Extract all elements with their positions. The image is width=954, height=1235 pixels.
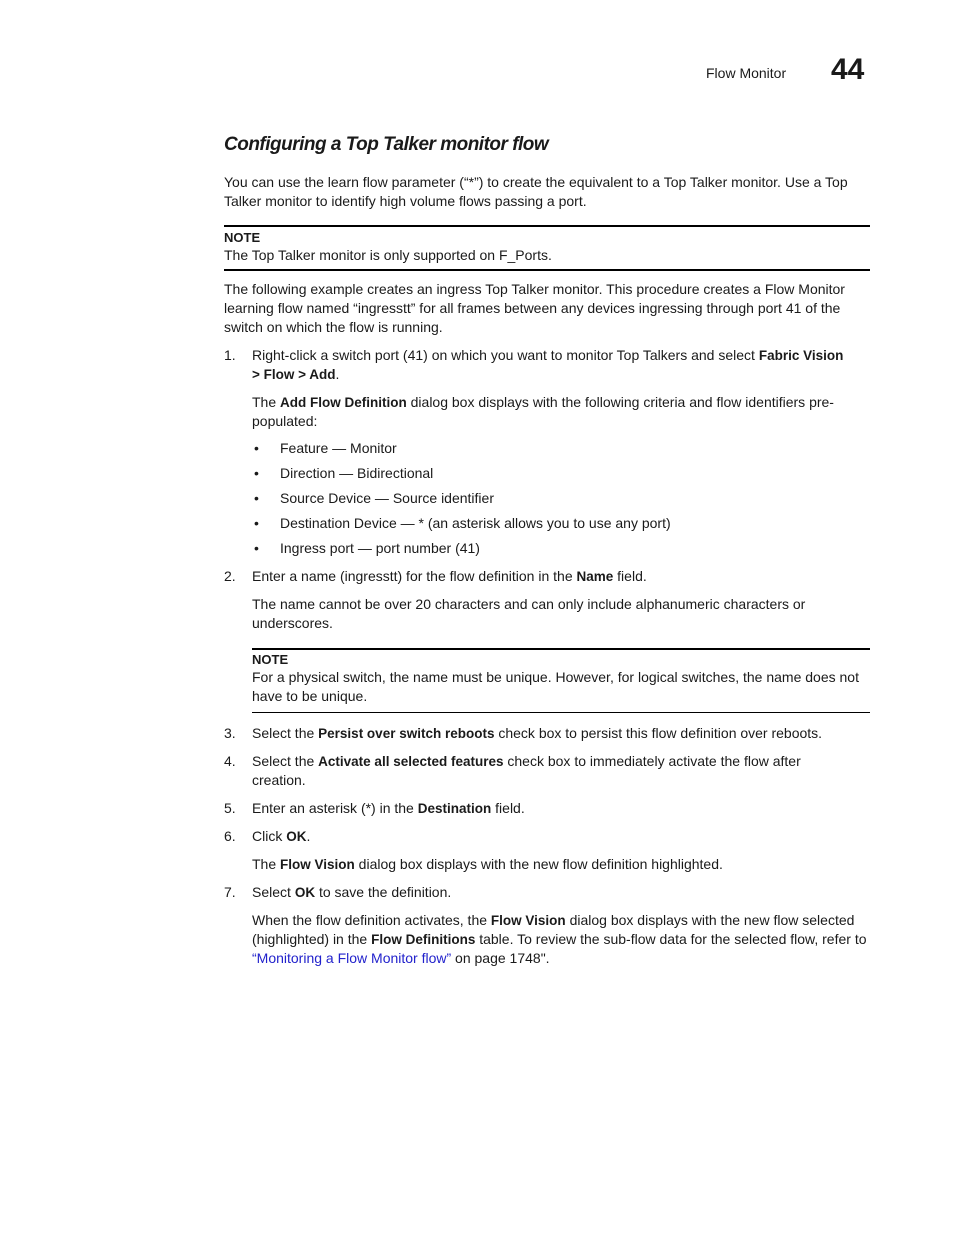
menu-flow-add: > Flow > Add [252, 367, 336, 382]
step-2-detail: The name cannot be over 20 characters and can only include alphanumeric characters or underscores. [252, 596, 806, 631]
note-top-rule [224, 225, 870, 227]
chapter-number: 44 [831, 53, 865, 86]
note-text: The Top Talker monitor is only supported on F_Ports. [224, 247, 552, 263]
step-number: 4. [224, 753, 236, 769]
note-label: NOTE [224, 230, 261, 245]
bullet-glyph: • [254, 490, 259, 506]
step-number: 3. [224, 725, 236, 741]
step-number: 2. [224, 568, 236, 584]
section-heading: Configuring a Top Talker monitor flow [224, 134, 549, 155]
bullet-glyph: • [254, 515, 259, 531]
list-item: Direction — Bidirectional [280, 465, 434, 481]
step-number: 5. [224, 800, 236, 816]
step-4-text: Select the Activate all selected features check box to immediately activate the flow after creation. [252, 753, 801, 788]
note-bottom-rule [224, 269, 870, 271]
bullet-glyph: • [254, 465, 259, 481]
note-top-rule [252, 648, 870, 650]
step-3-text: Select the Persist over switch reboots check box to persist this flow definition over reboots. [252, 725, 823, 741]
step-5-text: Enter an asterisk (*) in the Destination field. [252, 800, 525, 816]
bullet-glyph: • [254, 440, 259, 456]
step-6-result: The Flow Vision dialog box displays with the new flow definition highlighted. [252, 856, 723, 872]
note-text: For a physical switch, the name must be unique. However, for logical switches, the name does not have to be unique. [252, 669, 859, 704]
note-bottom-rule [252, 712, 870, 713]
running-header-section: Flow Monitor [706, 65, 787, 81]
step-2-text: Enter a name (ingresstt) for the flow definition in the Name field. [252, 568, 647, 584]
step-number: 6. [224, 828, 236, 844]
note-label: NOTE [252, 652, 289, 667]
cross-reference-link[interactable]: “Monitoring a Flow Monitor flow” [252, 950, 452, 966]
intro-paragraph: You can use the learn flow parameter (“*”) to create the equivalent to a Top Talker monitor. Use a Top Talker monitor to identify high volume flows passing a port. [224, 174, 848, 209]
bullet-glyph: • [254, 540, 259, 556]
list-item: Feature — Monitor [280, 440, 397, 456]
step-1-result: The Add Flow Definition dialog box displays with the following criteria and flow identifiers pre-populated: [252, 394, 834, 429]
menu-fabric-vision: Fabric Vision [758, 348, 844, 363]
list-item: Ingress port — port number (41) [280, 540, 480, 556]
step-7-text: Select OK to save the definition. [252, 884, 452, 900]
list-item: Destination Device — * (an asterisk allows you to use any port) [280, 515, 671, 531]
step-1-text: Right-click a switch port (41) on which you want to monitor Top Talkers and select Fabric Vision > Flow > Add. [252, 347, 844, 382]
step-7-result: When the flow definition activates, the Flow Vision dialog box displays with the new flow selected (highlighted) in the Flow Definitions table. To review the sub-flow data for the selected flow, refer to “Monitoring a Flow Monitor flow” on page 1748". [252, 912, 867, 966]
step-number: 1. [224, 347, 236, 363]
example-paragraph: The following example creates an ingress Top Talker monitor. This procedure creates a Flow Monitor learning flow named “ingresstt” for all frames between any devices ingressing through port 41 of the switch on which the flow is running. [224, 281, 845, 335]
step-6-text: Click OK. [252, 828, 311, 844]
list-item: Source Device — Source identifier [280, 490, 494, 506]
step-number: 7. [224, 884, 236, 900]
